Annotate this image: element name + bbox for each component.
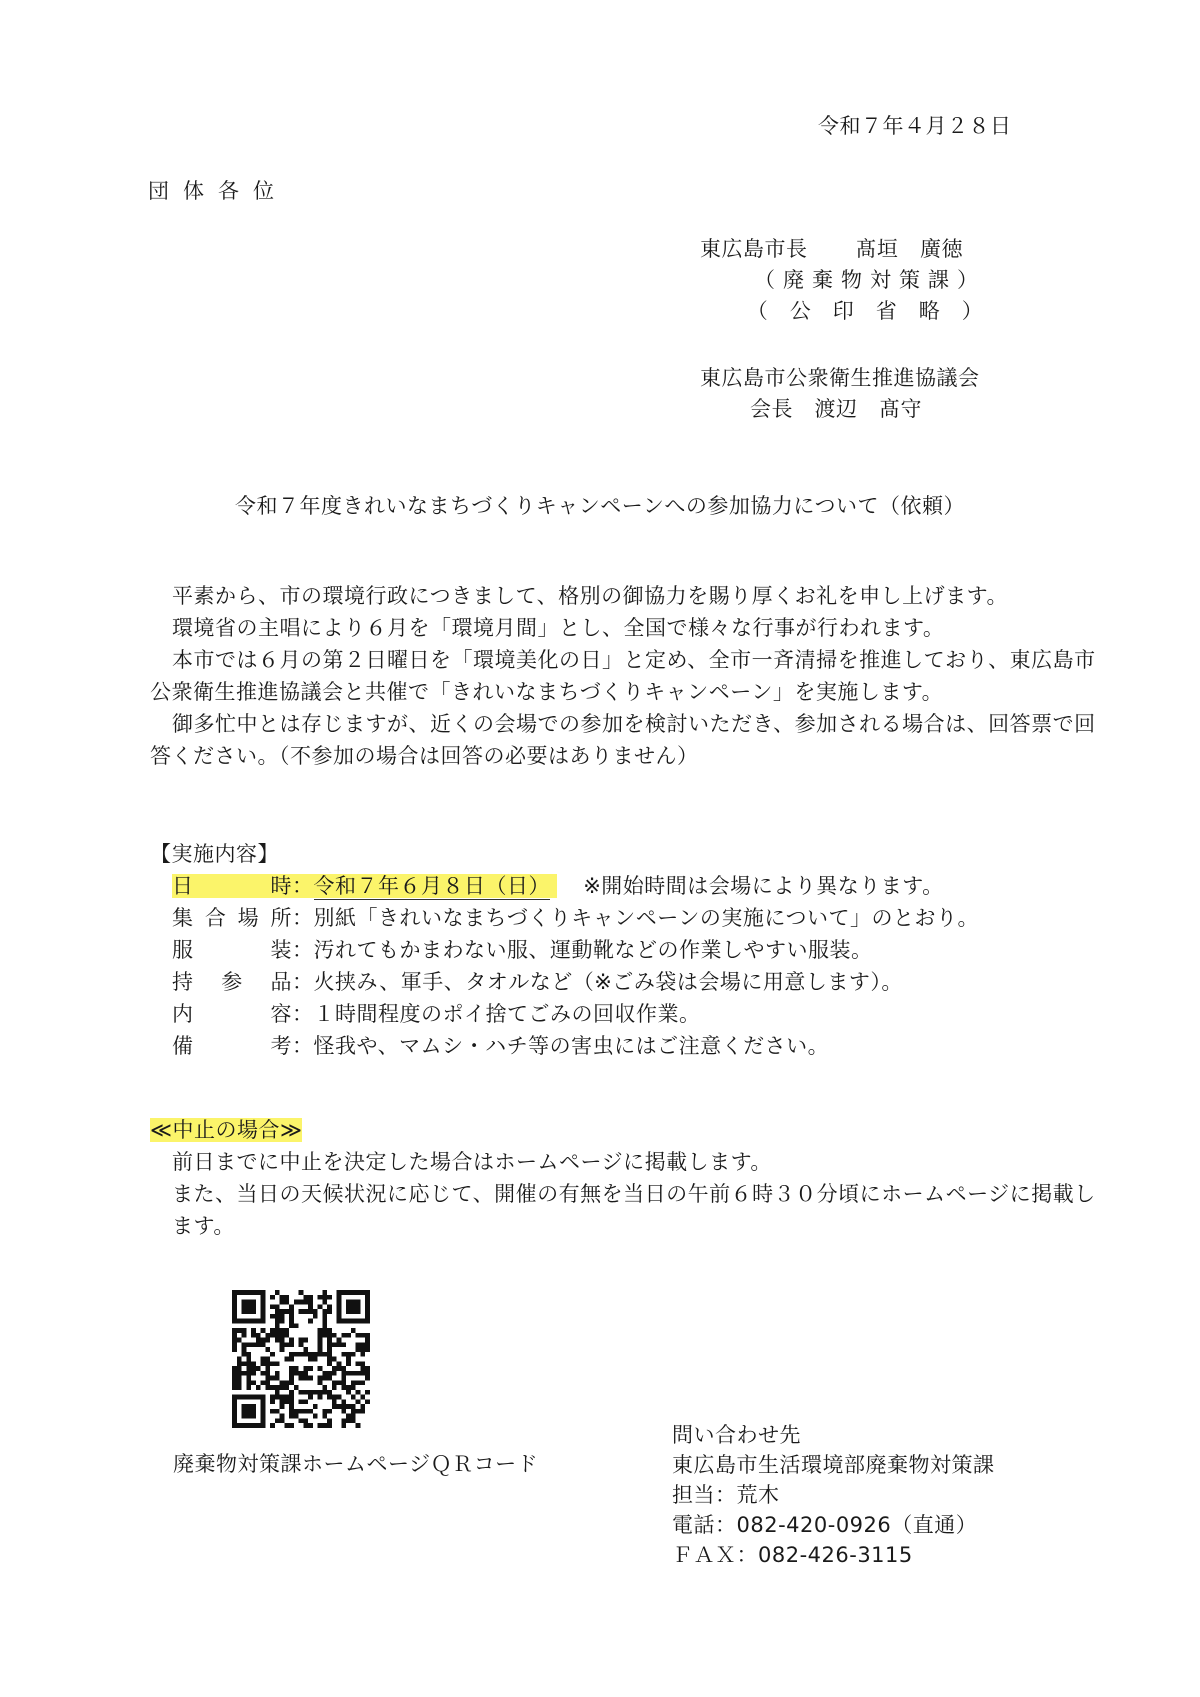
detail-value: 火挟み、軍手、タオルなど（※ごみ袋は会場に用意します）。 bbox=[313, 970, 903, 994]
contact-person: 担当：荒木 bbox=[672, 1483, 780, 1507]
addressee: 団体各位 bbox=[148, 179, 288, 203]
cancellation-title: ≪中止の場合≫ bbox=[150, 1118, 303, 1142]
qr-caption: 廃棄物対策課ホームページＱＲコード bbox=[173, 1452, 539, 1476]
cancellation-line-1: 前日までに中止を決定した場合はホームページに掲載します。 bbox=[172, 1150, 772, 1174]
contact-block bbox=[672, 1420, 995, 1570]
qr-code-icon[interactable] bbox=[232, 1290, 370, 1428]
body-paragraph-3: 本市では６月の第２日曜日を「環境美化の日」と定め、全市一斉清掃を推進しており、東広島市公衆衛生推進協議会と共催で「きれいなまちづくりキャンペーン」を実施します。 bbox=[150, 648, 1096, 704]
detail-row-content: 内 容：１時間程度のポイ捨てごみの回収作業。 bbox=[172, 998, 1072, 1028]
detail-label: 集合場所 bbox=[172, 906, 292, 930]
body-paragraph-2: 環境省の主唱により６月を「環境月間」とし、全国で様々な行事が行われます。 bbox=[172, 616, 945, 640]
detail-row-clothing: 服 装：汚れてもかまわない服、運動靴などの作業しやすい服装。 bbox=[172, 934, 1072, 964]
contact-phone: 電話：082-420-0926（直通） bbox=[672, 1513, 978, 1537]
detail-row-datetime: 日 時：令和７年６月８日（日） ※開始時間は会場により異なります。 bbox=[172, 870, 1072, 900]
detail-label: 持 参 品 bbox=[172, 970, 292, 994]
details-title: 【実施内容】 bbox=[150, 842, 279, 866]
organization-name: 東広島市公衆衛生推進協議会 bbox=[700, 366, 980, 390]
organization-block bbox=[700, 363, 1030, 425]
mayor-title: 東広島市長 bbox=[700, 237, 808, 261]
detail-label: 服 装 bbox=[172, 938, 292, 962]
contact-heading: 問い合わせ先 bbox=[672, 1423, 801, 1447]
detail-value: 怪我や、マムシ・ハチ等の害虫にはご注意ください。 bbox=[313, 1034, 830, 1058]
detail-row-venue: 集合場所：別紙「きれいなまちづくりキャンペーンの実施について」のとおり。 bbox=[172, 902, 1072, 932]
subject-title: 令和７年度きれいなまちづくりキャンペーンへの参加協力について（依頼） bbox=[235, 494, 965, 518]
contact-office: 東広島市生活環境部廃棄物対策課 bbox=[672, 1453, 995, 1477]
detail-value: 別紙「きれいなまちづくりキャンペーンの実施について」のとおり。 bbox=[313, 906, 979, 930]
cancellation-line-2: また、当日の天候状況に応じて、開催の有無を当日の午前６時３０分頃にホームページに掲載します。 bbox=[172, 1182, 1096, 1238]
detail-value: １時間程度のポイ捨てごみの回収作業。 bbox=[313, 1002, 701, 1026]
body-paragraph-1: 平素から、市の環境行政につきまして、格別の御協力を賜り厚くお礼を申し上げます。 bbox=[172, 584, 1008, 608]
department: （廃棄物対策課） bbox=[754, 268, 986, 292]
organization-chair: 会長 渡辺 髙守 bbox=[750, 397, 922, 421]
mayor-name: 髙垣 廣徳 bbox=[855, 237, 963, 261]
sender-block bbox=[700, 234, 1030, 327]
cancellation-text bbox=[172, 1146, 1112, 1242]
detail-label: 内 容 bbox=[172, 1002, 292, 1026]
contact-fax: ＦＡＸ：082-426-3115 bbox=[672, 1543, 913, 1567]
seal-note: （ 公 印 省 略 ） bbox=[746, 299, 984, 323]
document-date: 令和７年４月２８日 bbox=[818, 114, 1012, 138]
detail-row-remarks: 備 考：怪我や、マムシ・ハチ等の害虫にはご注意ください。 bbox=[172, 1030, 1072, 1060]
detail-label: 日 時 bbox=[172, 874, 292, 898]
detail-note: ※開始時間は会場により異なります。 bbox=[583, 874, 944, 898]
body-paragraph-4: 御多忙中とは存じますが、近くの会場での参加を検討いただき、参加される場合は、回答票で回答ください。（不参加の場合は回答の必要はありません） bbox=[150, 712, 1096, 768]
detail-value: 令和７年６月８日（日） bbox=[313, 874, 550, 898]
mayor-line bbox=[700, 234, 1030, 265]
body-text bbox=[150, 580, 1110, 772]
detail-row-items: 持 参 品：火挟み、軍手、タオルなど（※ごみ袋は会場に用意します）。 bbox=[172, 966, 1072, 996]
detail-value: 汚れてもかまわない服、運動靴などの作業しやすい服装。 bbox=[313, 938, 873, 962]
detail-label: 備 考 bbox=[172, 1034, 292, 1058]
